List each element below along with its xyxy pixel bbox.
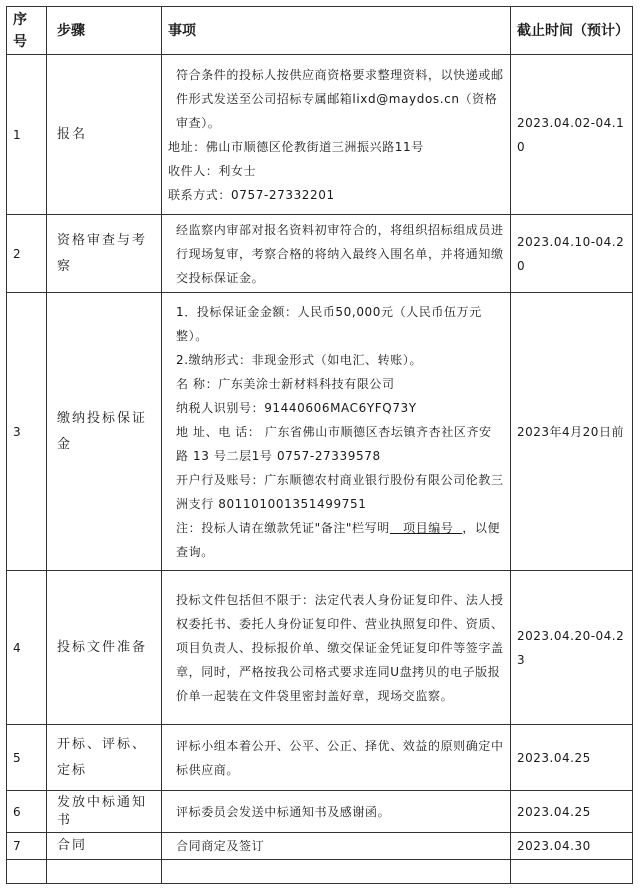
- row-step: 发放中标通知书: [47, 791, 162, 833]
- item-note: [168, 516, 504, 564]
- item-line: 开户行及账号：广东顺德农村商业银行股份有限公司伦教三洲支行 801101001351499751: [176, 472, 504, 511]
- table-header-row: [7, 7, 633, 55]
- row-number: 1: [7, 55, 47, 215]
- item-line: 纳税人识别号：91440606MAC6YFQ73Y: [176, 400, 417, 415]
- row-deadline: 2023.04.02-04.10: [511, 55, 633, 215]
- header-step: 步骤: [47, 7, 162, 55]
- row-number: 6: [7, 791, 47, 833]
- header-no: 序号: [7, 7, 47, 55]
- item-line: 评标委员会发送中标通知书及感谢函。: [176, 804, 391, 819]
- item-line: 联系方式：0757-27332201: [168, 187, 335, 202]
- procurement-schedule-table: [6, 6, 633, 884]
- note-prefix: 注：投标人请在缴款凭证"备注"栏写明: [176, 520, 390, 535]
- table-row: [7, 215, 633, 293]
- row-deadline: 2023.04.25: [511, 791, 633, 833]
- header-item: 事项: [162, 7, 511, 55]
- item-line: 名 称：广东美涂士新材料科技有限公司: [176, 376, 395, 391]
- row-deadline: 2023.04.25: [511, 725, 633, 791]
- row-item: [162, 55, 511, 215]
- table-row: [7, 791, 633, 833]
- table-row: [7, 55, 633, 215]
- item-line: 地址：佛山市顺德区伦教街道三洲振兴路11号: [168, 139, 424, 154]
- empty-row: [7, 860, 633, 884]
- empty-cell: [162, 860, 511, 884]
- empty-cell: [7, 860, 47, 884]
- item-line: 符合条件的投标人按供应商资格要求整理资料，以快递或邮件形式发送至公司招标专属邮箱lixd@maydos.cn（资格审查）。: [176, 67, 504, 130]
- item-line: 1．投标保证金金额：人民币50,000元（人民币伍万元整）。: [176, 304, 482, 343]
- row-number: 2: [7, 215, 47, 293]
- header-deadline: 截止时间（预计）: [511, 7, 633, 55]
- note-suffix: ，以便查询。: [176, 520, 501, 559]
- item-line: 合同商定及签订: [176, 839, 265, 853]
- item-line: 投标文件包括但不限于：法定代表人身份证复印件、法人授权委托书、委托人身份证复印件、营业执照复印件、资质、项目负责人、投标报价单、缴交保证金凭证复印件等签字盖章，同时，严格按我公司格式要求连同U盘拷贝的电子版报价单一起装在文件袋里密封盖好章，现场交监察。: [176, 592, 504, 703]
- item-line: 经监察内审部对报名资料初审符合的，将组织招标组成员进行现场复审，考察合格的将纳入最终入围名单，并将通知缴交投标保证金。: [176, 222, 504, 285]
- item-line: 地 址、电 话： 广东省佛山市顺德区杏坛镇齐杏社区齐安路 13 号二层1号 0757-27339578: [176, 424, 492, 463]
- table-row: [7, 571, 633, 725]
- row-step: 开标、评标、定标: [47, 725, 162, 791]
- row-step: 合同: [47, 833, 162, 860]
- row-item: [162, 215, 511, 293]
- row-number: 3: [7, 293, 47, 571]
- item-line: 2.缴纳形式：非现金形式（如电汇、转账）。: [176, 352, 423, 367]
- row-step: 报名: [47, 55, 162, 215]
- row-item: [162, 571, 511, 725]
- table-row: [7, 833, 633, 860]
- row-step: 缴纳投标保证金: [47, 293, 162, 571]
- table-row: [7, 725, 633, 791]
- row-deadline: 2023.04.20-04.23: [511, 571, 633, 725]
- row-step: 资格审查与考察: [47, 215, 162, 293]
- row-number: 7: [7, 833, 47, 860]
- row-step: 投标文件准备: [47, 571, 162, 725]
- row-deadline: 2023.04.30: [511, 833, 633, 860]
- table-row: [7, 293, 633, 571]
- row-item: [162, 833, 511, 860]
- row-number: 5: [7, 725, 47, 791]
- row-item: [162, 791, 511, 833]
- note-project-number: 项目编号: [389, 520, 463, 535]
- row-item: [162, 725, 511, 791]
- item-line: 收件人：利女士: [168, 163, 257, 178]
- row-deadline: 2023.04.10-04.20: [511, 215, 633, 293]
- row-deadline: 2023年4月20日前: [511, 293, 633, 571]
- empty-cell: [511, 860, 633, 884]
- row-item: [162, 293, 511, 571]
- item-line: 评标小组本着公开、公平、公正、择优、效益的原则确定中标供应商。: [176, 738, 504, 777]
- row-number: 4: [7, 571, 47, 725]
- empty-cell: [47, 860, 162, 884]
